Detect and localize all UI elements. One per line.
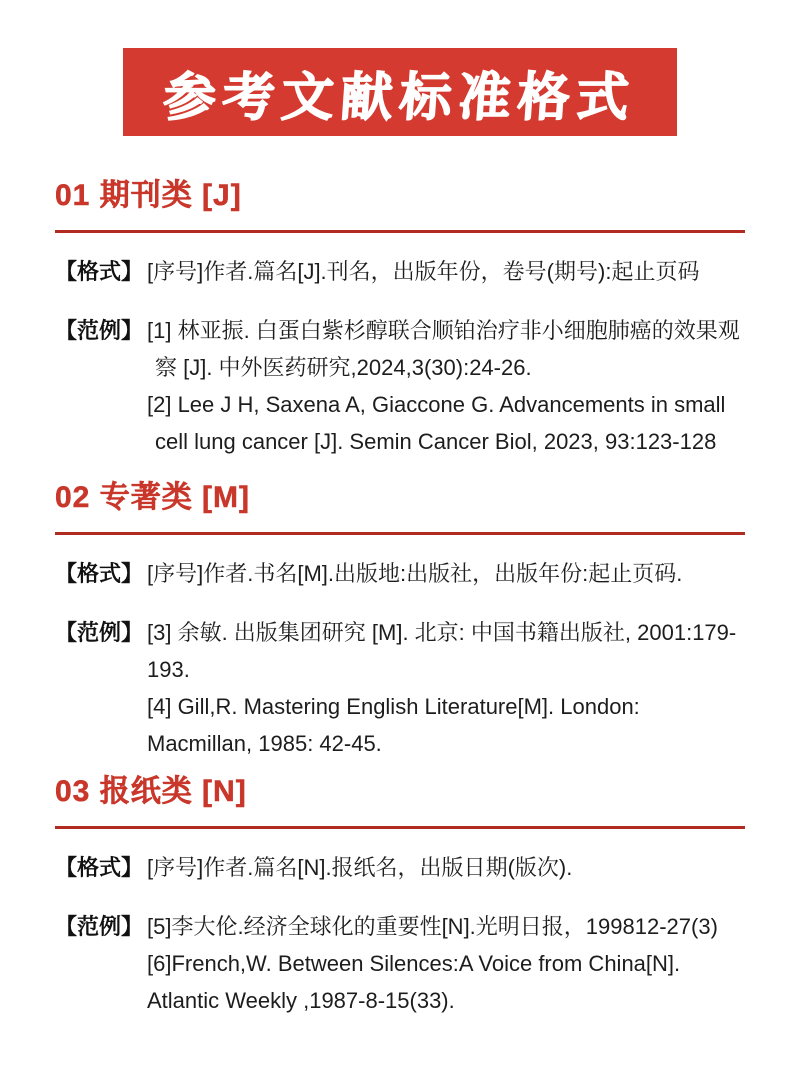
example-row [55, 614, 745, 762]
format-row [55, 555, 745, 592]
example-line: [1] 林亚振. 白蛋白紫杉醇联合顺铂治疗非小细胞肺癌的效果观 [147, 318, 740, 343]
format-row [55, 849, 745, 886]
section-monograph-divider [55, 532, 745, 535]
format-text: [序号]作者.篇名[J].刊名，出版年份，卷号(期号):起止页码 [147, 259, 700, 284]
section-journal-divider [55, 230, 745, 233]
section-newspaper-heading: 03 报纸类 [N] [55, 775, 247, 808]
example-line: [6]French,W. Between Silences:A Voice from China[N]. [147, 951, 681, 976]
example-line: cell lung cancer [J]. Semin Cancer Biol, 2023, 93:123-128 [155, 429, 717, 454]
format-label: 【格式】 [55, 259, 144, 284]
title-banner [123, 48, 677, 136]
section-journal [55, 178, 745, 460]
example-line: 193. [147, 657, 190, 682]
section-newspaper [55, 774, 745, 1019]
example-lines [147, 614, 745, 762]
example-line: [5]李大伦.经济全球化的重要性[N].光明日报，199812-27(3) [147, 914, 718, 939]
example-row [55, 908, 745, 1019]
example-line: [3] 余敏. 出版集团研究 [M]. 北京: 中国书籍出版社, 2001:179- [147, 620, 737, 645]
format-text: [序号]作者.书名[M].出版地:出版社，出版年份:起止页码. [147, 561, 683, 586]
section-journal-heading: 01 期刊类 [J] [55, 179, 242, 212]
format-label: 【格式】 [55, 855, 144, 880]
example-label: 【范例】 [55, 318, 144, 343]
section-newspaper-divider [55, 826, 745, 829]
example-label: 【范例】 [55, 620, 144, 645]
format-row [55, 253, 745, 290]
example-label: 【范例】 [55, 914, 144, 939]
example-line: Macmillan, 1985: 42-45. [147, 731, 382, 756]
example-line: 察 [J]. 中外医药研究,2024,3(30):24-26. [155, 355, 532, 380]
page-title: 参考文献标准格式 [161, 68, 638, 127]
example-lines [147, 312, 745, 460]
example-lines [147, 908, 745, 1019]
section-monograph [55, 480, 745, 762]
example-line: [2] Lee J H, Saxena A, Giaccone G. Advancements in small [147, 392, 726, 417]
example-row [55, 312, 745, 460]
example-line: Atlantic Weekly ,1987-8-15(33). [147, 988, 455, 1013]
example-line: [4] Gill,R. Mastering English Literature[M]. London: [147, 694, 640, 719]
format-label: 【格式】 [55, 561, 144, 586]
section-monograph-heading: 02 专著类 [M] [55, 481, 251, 514]
format-text: [序号]作者.篇名[N].报纸名，出版日期(版次). [147, 855, 573, 880]
